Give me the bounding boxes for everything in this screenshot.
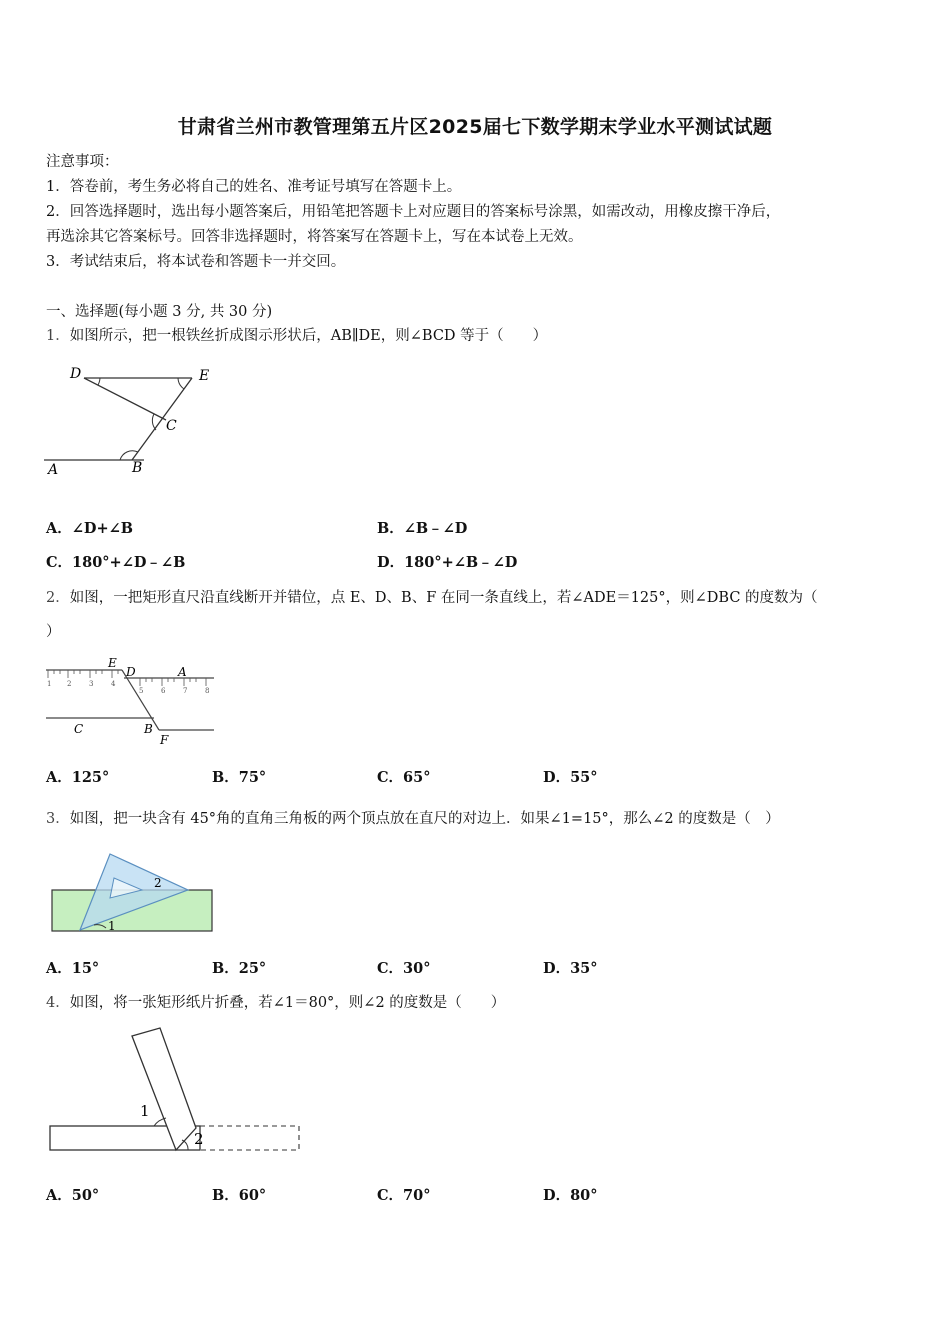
q3-option-b[interactable]: B．25° [212, 960, 267, 977]
q3-option-d[interactable]: D．35° [543, 960, 598, 977]
angle-1-label: 1 [108, 919, 116, 933]
question-number: 4． [46, 995, 70, 1011]
q4-option-b[interactable]: B．60° [212, 1187, 267, 1204]
ruler-ticks-left [48, 670, 118, 678]
notice-item-2b: 再选涂其它答案标号。回答非选择题时，将答案写在答题卡上，写在本试卷上无效。 [46, 229, 583, 245]
question-4 [46, 993, 505, 1013]
question-number: 1． [46, 328, 70, 344]
label-C: C [166, 418, 177, 434]
q4-option-a[interactable]: A．50° [46, 1187, 100, 1204]
q3-option-c[interactable]: C．30° [377, 960, 431, 977]
question-number: 2． [46, 590, 70, 606]
question-text: 如图，把一块含有 45°角的直角三角板的两个顶点放在直尺的对边上．如果∠1=15°，那么∠2 的度数是（ ） [69, 811, 780, 827]
q4-option-c[interactable]: C．70° [377, 1187, 431, 1204]
tick-label: 7 [183, 687, 188, 695]
label-E: E [108, 656, 117, 670]
notice-item-2a: 2．回答选择题时，选出每小题答案后，用铅笔把答题卡上对应题目的答案标号涂黑，如需改动，用橡皮擦干净后， [46, 204, 781, 220]
q3-figure [48, 850, 218, 940]
q2-option-b[interactable]: B．75° [212, 769, 267, 786]
tick-label: 6 [161, 687, 166, 695]
angle-2-label: 2 [154, 876, 162, 890]
question-3 [46, 809, 780, 829]
q1-option-c[interactable]: C．180°+∠D﹣∠B [46, 554, 186, 571]
question-number: 3． [46, 811, 70, 827]
section-heading: 一、选择题(每小题 3 分, 共 30 分) [46, 304, 273, 320]
label-B: B [132, 460, 143, 476]
q4-option-d[interactable]: D．80° [543, 1187, 598, 1204]
question-2-cont: ） [46, 624, 61, 640]
tick-label: 5 [139, 687, 144, 695]
page-title: 甘肃省兰州市教管理第五片区2025届七下数学期末学业水平测试试题 [177, 116, 773, 138]
ruler-ticks-right [140, 678, 206, 686]
label-B: B [144, 722, 153, 736]
notice-heading: 注意事项： [46, 154, 119, 170]
tick-label: 4 [111, 680, 116, 688]
tick-label: 1 [47, 680, 52, 688]
q2-figure [44, 654, 224, 749]
question-2 [46, 588, 818, 608]
notice-item-3: 3．考试结束后，将本试卷和答题卡一并交回。 [46, 254, 346, 270]
tick-label: 8 [205, 687, 210, 695]
question-text: 如图，一把矩形直尺沿直线断开并错位，点 E、D、B、F 在同一条直线上，若∠ADE＝125°，则∠DBC 的度数为（ [69, 590, 818, 606]
label-A: A [48, 462, 59, 478]
q1-figure [44, 360, 224, 480]
q1-option-d[interactable]: D．180°+∠B﹣∠D [377, 554, 518, 571]
q1-option-a[interactable]: A．∠D+∠B [46, 520, 134, 537]
q1-option-b[interactable]: B．∠B﹣∠D [377, 520, 468, 537]
angle-2-label: 2 [194, 1130, 204, 1148]
label-E: E [199, 368, 210, 384]
label-F: F [160, 733, 169, 747]
q2-option-d[interactable]: D．55° [543, 769, 598, 786]
angle-1-label: 1 [140, 1102, 150, 1120]
question-1 [46, 326, 547, 346]
q2-option-c[interactable]: C．65° [377, 769, 431, 786]
label-A: A [178, 665, 187, 679]
q2-option-a[interactable]: A．125° [46, 769, 110, 786]
question-text: 如图所示，把一根铁丝折成图示形状后，AB∥DE，则∠BCD 等于（ ） [69, 328, 548, 344]
label-D: D [126, 665, 136, 679]
question-text: 如图，将一张矩形纸片折叠，若∠1＝80°，则∠2 的度数是（ ） [69, 995, 506, 1011]
q4-figure [46, 1024, 306, 1159]
q3-option-a[interactable]: A．15° [46, 960, 100, 977]
tick-label: 2 [67, 680, 72, 688]
label-D: D [70, 366, 82, 382]
tick-label: 3 [89, 680, 94, 688]
label-C: C [74, 722, 84, 736]
notice-item-1: 1．答卷前，考生务必将自己的姓名、准考证号填写在答题卡上。 [46, 179, 462, 195]
